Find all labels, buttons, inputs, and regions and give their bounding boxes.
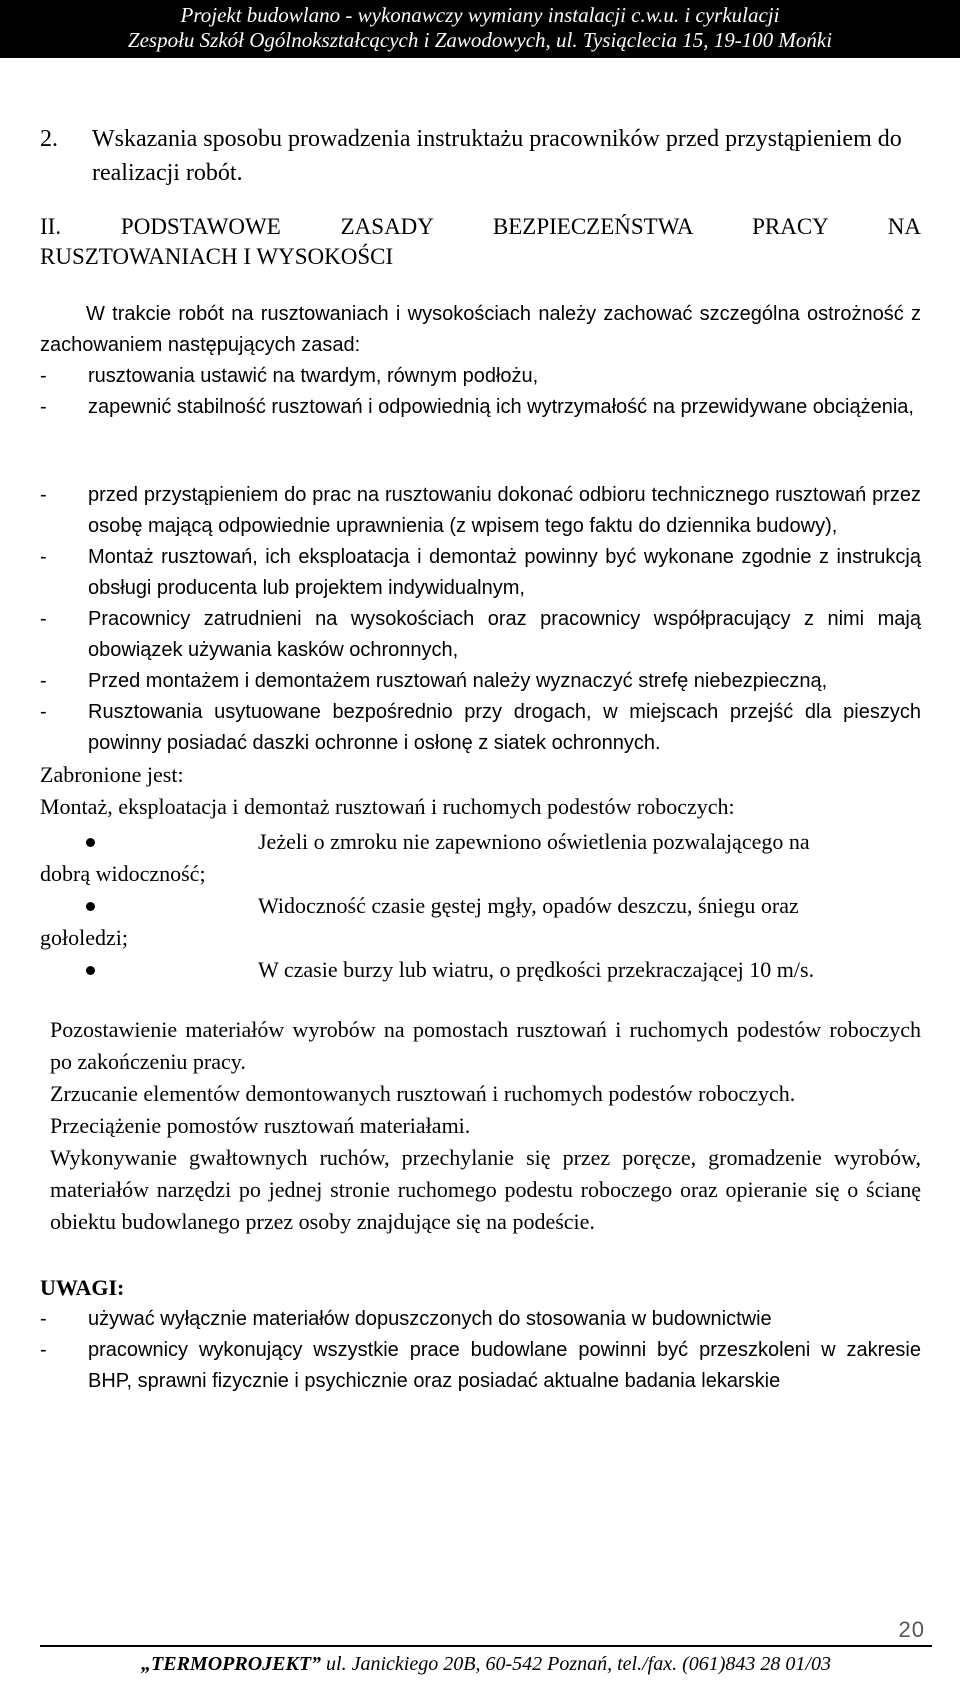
document-body	[40, 122, 921, 1397]
dash-marker: -	[40, 608, 47, 630]
footer-company: „TERMOPROJEKT”	[141, 1653, 322, 1675]
forbidden-subtitle: Montaż, eksploatacja i demontaż rusztowań i ruchomych podestów roboczych:	[40, 794, 735, 819]
list-item-text: przed przystąpieniem do prac na rusztowaniu dokonać odbioru technicznego rusztowań przez osobę mającą odpowiednie uprawnienia (z wpisem tego faktu do dziennika budowy),	[88, 484, 921, 537]
rules-list-a	[40, 361, 921, 423]
list-item-text: rusztowania ustawić na twardym, równym podłożu,	[88, 365, 539, 387]
paragraph: Zrzucanie elementów demontowanych rusztowań i ruchomych podestów roboczych.	[50, 1081, 796, 1106]
list-item	[40, 890, 921, 954]
rules-list-b	[40, 480, 921, 759]
list-item-text: pracownicy wykonujący wszystkie prace budowlane powinni być przeszkoleni w zakresie BHP, sprawni fizycznie i psychicznie oraz posiadać aktualne badania lekarskie	[88, 1339, 921, 1392]
dash-marker: -	[40, 396, 47, 418]
bullet-dot-icon	[40, 954, 258, 986]
list-item	[40, 1304, 921, 1335]
paragraph: Wykonywanie gwałtownych ruchów, przechylanie się przez poręcze, gromadzenie wyrobów, materiałów narzędzi po jednej stronie ruchomego podestu roboczego oraz opieranie się o ścianę obiektu budowlanego przez osoby znajdujące się na podeście.	[50, 1145, 921, 1234]
section-ii-heading-line-1: II. PODSTAWOWE ZASADY BEZPIECZEŃSTWA PRACY NA	[40, 214, 921, 239]
forbidden-section	[40, 759, 921, 1304]
list-item-text: zapewnić stabilność rusztowań i odpowiednią ich wytrzymałość na przewidywane obciążenia,	[88, 396, 914, 418]
spacer	[40, 423, 921, 480]
section-title: Wskazania sposobu prowadzenia instruktażu pracowników przed przystąpieniem do realizacji robót.	[92, 126, 902, 186]
bullet-text: Jeżeli o zmroku nie zapewniono oświetlenia pozwalającego na	[258, 829, 810, 854]
list-item	[40, 697, 921, 759]
spacer	[40, 986, 921, 1014]
list-item-text: Pracownicy zatrudnieni na wysokościach oraz pracownicy współpracujący z nimi mają obowiązek używania kasków ochronnych,	[88, 608, 921, 661]
list-item	[40, 666, 921, 697]
list-item-text: Montaż rusztowań, ich eksploatacja i demontaż powinny być wykonane zgodnie z instrukcją obsługi producenta lub projektem indywidualnym,	[88, 546, 921, 599]
section-ii-heading-line-2: RUSZTOWANIACH I WYSOKOŚCI	[40, 244, 394, 269]
header-line-1: Projekt budowlano - wykonawczy wymiany instalacji c.w.u. i cyrkulacji	[180, 3, 780, 27]
forbidden-title: Zabronione jest:	[40, 762, 184, 787]
section-2-heading	[40, 122, 921, 190]
bullet-dot-icon	[40, 826, 258, 858]
dash-marker: -	[40, 701, 47, 723]
bullet-text: W czasie burzy lub wiatru, o prędkości przekraczającej 10 m/s.	[258, 957, 815, 982]
bullet-dot-icon	[40, 890, 258, 922]
dash-marker: -	[40, 1308, 47, 1330]
dash-marker: -	[40, 484, 47, 506]
intro-paragraph: W trakcie robót na rusztowaniach i wysokościach należy zachować szczególna ostrożność z zachowaniem następujących zasad:	[40, 303, 921, 356]
page-header	[0, 0, 960, 58]
list-item-text: Przed montażem i demontażem rusztowań należy wyznaczyć strefę niebezpieczną,	[88, 670, 828, 692]
list-item	[40, 954, 921, 986]
page-footer	[40, 1649, 932, 1679]
paragraph: Przeciążenie pomostów rusztowań materiałami.	[50, 1113, 471, 1138]
list-item	[40, 392, 921, 423]
list-item	[40, 480, 921, 542]
bullet-text-continued: dobrą widoczność;	[40, 861, 206, 886]
dash-marker: -	[40, 365, 47, 387]
list-item	[40, 1335, 921, 1397]
uwagi-list	[40, 1304, 921, 1397]
list-item-text: Rusztowania usytuowane bezpośrednio przy drogach, w miejscach przejść dla pieszych powinny posiadać daszki ochronne i osłonę z siatek ochronnych.	[88, 701, 921, 754]
footer-divider	[40, 1645, 932, 1647]
section-number: 2.	[40, 126, 58, 152]
paragraph: Pozostawienie materiałów wyrobów na pomostach rusztowań i ruchomych podestów roboczych po zakończeniu pracy.	[50, 1017, 921, 1074]
dash-marker: -	[40, 1339, 47, 1361]
dash-marker: -	[40, 670, 47, 692]
list-item	[40, 826, 921, 890]
bullet-text: Widoczność czasie gęstej mgły, opadów deszczu, śniegu oraz	[258, 893, 799, 918]
footer-address: ul. Janickiego 20B, 60-542 Poznań, tel./fax. (061)843 28 01/03	[321, 1653, 831, 1675]
list-item	[40, 542, 921, 604]
dash-marker: -	[40, 546, 47, 568]
bullet-text-continued: gołoledzi;	[40, 925, 128, 950]
forbidden-bullets	[40, 826, 921, 986]
page-number: 20	[898, 1617, 925, 1642]
list-item	[40, 361, 921, 392]
header-line-2: Zespołu Szkół Ogólnokształcących i Zawodowych, ul. Tysiąclecia 15, 19-100 Mońki	[127, 28, 833, 52]
uwagi-title: UWAGI:	[40, 1275, 125, 1300]
list-item	[40, 604, 921, 666]
list-item-text: używać wyłącznie materiałów dopuszczonych do stosowania w budownictwie	[88, 1308, 772, 1330]
